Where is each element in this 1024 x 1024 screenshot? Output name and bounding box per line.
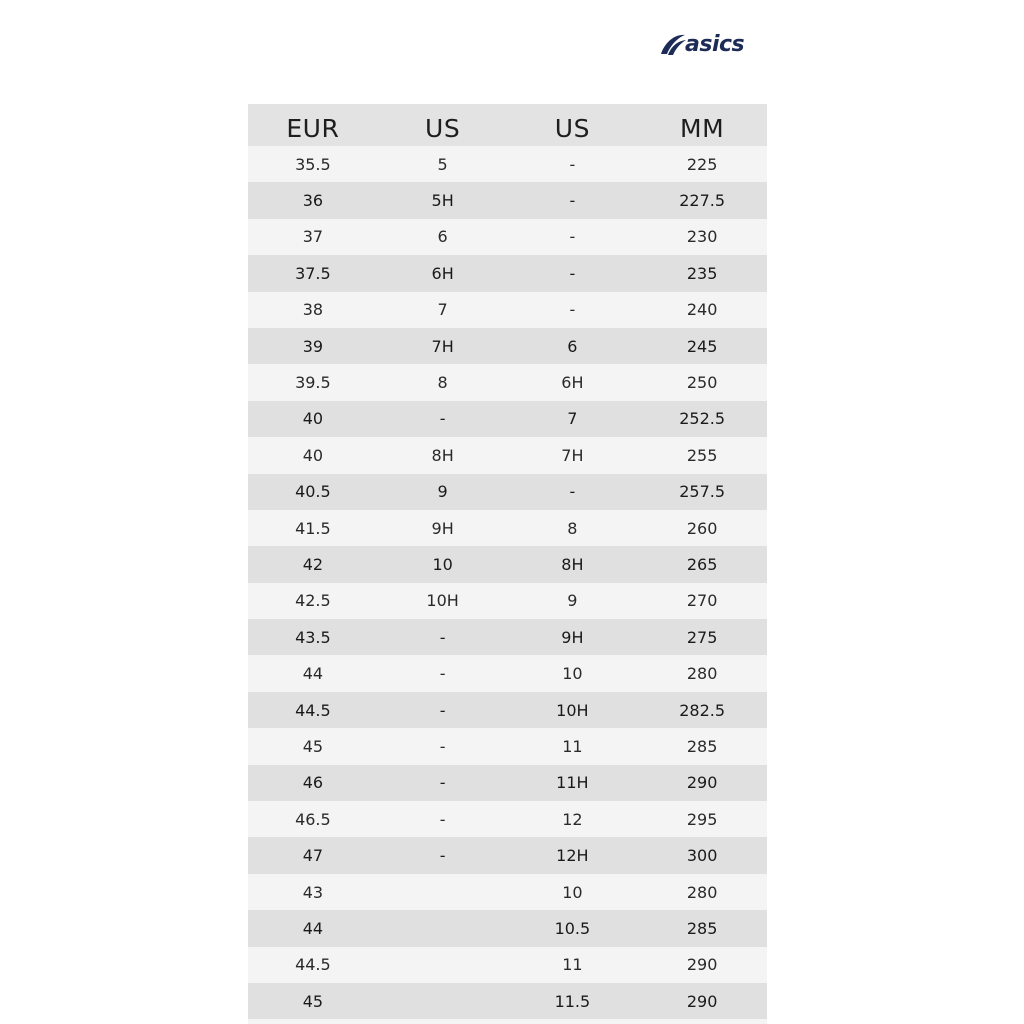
cell-us-men: 10 (378, 546, 508, 582)
cell-us-women: 7H (508, 437, 638, 473)
cell-empty (378, 1019, 508, 1024)
cell-eur: 37 (248, 219, 378, 255)
cell-mm: 235 (637, 255, 767, 291)
cell-us-men: 6H (378, 255, 508, 291)
cell-mm: 275 (637, 619, 767, 655)
cell-us-women: 10 (508, 874, 638, 910)
cell-us-women: 10H (508, 692, 638, 728)
cell-us-women: 6H (508, 364, 638, 400)
cell-mm: 280 (637, 655, 767, 691)
cell-eur: 42.5 (248, 583, 378, 619)
cell-us-women: 6 (508, 328, 638, 364)
cell-us-men (378, 947, 508, 983)
cell-us-women: 12H (508, 837, 638, 873)
table-row (248, 910, 767, 946)
cell-us-men (378, 983, 508, 1019)
table-row (248, 474, 767, 510)
cell-empty (637, 1019, 767, 1024)
cell-eur: 44.5 (248, 692, 378, 728)
size-chart-table (248, 104, 767, 1024)
cell-eur: 44 (248, 655, 378, 691)
cell-us-men: - (378, 655, 508, 691)
header-eur: EUR (248, 104, 378, 146)
cell-eur: 38 (248, 292, 378, 328)
cell-us-men: 8H (378, 437, 508, 473)
table-row (248, 874, 767, 910)
cell-us-women: 8 (508, 510, 638, 546)
cell-us-women: - (508, 292, 638, 328)
table-row (248, 983, 767, 1019)
cell-eur: 35.5 (248, 146, 378, 182)
cell-us-women: - (508, 474, 638, 510)
cell-us-men: - (378, 692, 508, 728)
cell-mm: 227.5 (637, 182, 767, 218)
cell-us-men: 10H (378, 583, 508, 619)
cell-eur: 44 (248, 910, 378, 946)
cell-eur: 40 (248, 437, 378, 473)
cell-us-men (378, 910, 508, 946)
cell-eur: 37.5 (248, 255, 378, 291)
cell-us-women: 11.5 (508, 983, 638, 1019)
cell-eur: 47 (248, 837, 378, 873)
cell-eur: 41.5 (248, 510, 378, 546)
header-us-women: US (508, 104, 638, 146)
cell-us-women: 10 (508, 655, 638, 691)
cell-us-men: 7 (378, 292, 508, 328)
table-row (248, 255, 767, 291)
cell-us-men: 6 (378, 219, 508, 255)
cell-us-women: 9 (508, 583, 638, 619)
cell-mm: 290 (637, 983, 767, 1019)
cell-eur: 43.5 (248, 619, 378, 655)
cell-eur: 46 (248, 765, 378, 801)
table-row (248, 728, 767, 764)
cell-us-women: 11H (508, 765, 638, 801)
cell-us-women: - (508, 146, 638, 182)
cell-mm: 225 (637, 146, 767, 182)
cell-us-men: 9H (378, 510, 508, 546)
asics-logo (659, 30, 749, 60)
cell-us-women: - (508, 182, 638, 218)
table-row (248, 510, 767, 546)
cell-eur: 39.5 (248, 364, 378, 400)
cell-eur: 36 (248, 182, 378, 218)
table-body (248, 146, 767, 1024)
cell-us-women: - (508, 255, 638, 291)
cell-eur: 40.5 (248, 474, 378, 510)
cell-us-women: 12 (508, 801, 638, 837)
cell-us-men: - (378, 801, 508, 837)
cell-mm: 245 (637, 328, 767, 364)
cell-us-men: - (378, 619, 508, 655)
cell-mm: 257.5 (637, 474, 767, 510)
table-row (248, 401, 767, 437)
cell-mm: 250 (637, 364, 767, 400)
cell-us-women: 11 (508, 947, 638, 983)
cell-mm: 230 (637, 219, 767, 255)
cell-eur: 40 (248, 401, 378, 437)
cell-us-women: 11 (508, 728, 638, 764)
table-row (248, 182, 767, 218)
cell-us-women: 10.5 (508, 910, 638, 946)
cell-us-men: 8 (378, 364, 508, 400)
cell-mm: 260 (637, 510, 767, 546)
cell-us-men: 7H (378, 328, 508, 364)
cell-eur: 44.5 (248, 947, 378, 983)
table-row (248, 146, 767, 182)
table-row (248, 619, 767, 655)
cell-us-women: 7 (508, 401, 638, 437)
header-us-men: US (378, 104, 508, 146)
cell-mm: 290 (637, 765, 767, 801)
cell-mm: 285 (637, 910, 767, 946)
header-mm: MM (637, 104, 767, 146)
cell-mm: 280 (637, 874, 767, 910)
cell-us-men: 5 (378, 146, 508, 182)
table-row (248, 801, 767, 837)
cell-eur: 45 (248, 728, 378, 764)
cell-us-men: 9 (378, 474, 508, 510)
table-row (248, 837, 767, 873)
cell-mm: 285 (637, 728, 767, 764)
table-header-row (248, 104, 767, 146)
table-row (248, 219, 767, 255)
table-row (248, 546, 767, 582)
cell-us-men: - (378, 728, 508, 764)
cell-empty (508, 1019, 638, 1024)
cell-mm: 300 (637, 837, 767, 873)
cell-empty (248, 1019, 378, 1024)
cell-mm: 295 (637, 801, 767, 837)
cell-us-men: - (378, 837, 508, 873)
cell-eur: 45 (248, 983, 378, 1019)
table-row (248, 364, 767, 400)
brand-name: asics (685, 32, 745, 57)
cell-eur: 42 (248, 546, 378, 582)
cell-us-men: - (378, 765, 508, 801)
table-row (248, 947, 767, 983)
cell-mm: 240 (637, 292, 767, 328)
table-row (248, 328, 767, 364)
table-row (248, 655, 767, 691)
table-row (248, 692, 767, 728)
cell-us-men: - (378, 401, 508, 437)
table-row-partial (248, 1019, 767, 1024)
cell-us-men: 5H (378, 182, 508, 218)
cell-mm: 255 (637, 437, 767, 473)
cell-mm: 282.5 (637, 692, 767, 728)
cell-us-women: 8H (508, 546, 638, 582)
cell-eur: 46.5 (248, 801, 378, 837)
cell-mm: 252.5 (637, 401, 767, 437)
table-row (248, 765, 767, 801)
cell-eur: 39 (248, 328, 378, 364)
cell-mm: 265 (637, 546, 767, 582)
cell-us-women: 9H (508, 619, 638, 655)
cell-mm: 270 (637, 583, 767, 619)
table-row (248, 437, 767, 473)
table-row (248, 292, 767, 328)
cell-mm: 290 (637, 947, 767, 983)
table-row (248, 583, 767, 619)
cell-us-women: - (508, 219, 638, 255)
cell-eur: 43 (248, 874, 378, 910)
cell-us-men (378, 874, 508, 910)
